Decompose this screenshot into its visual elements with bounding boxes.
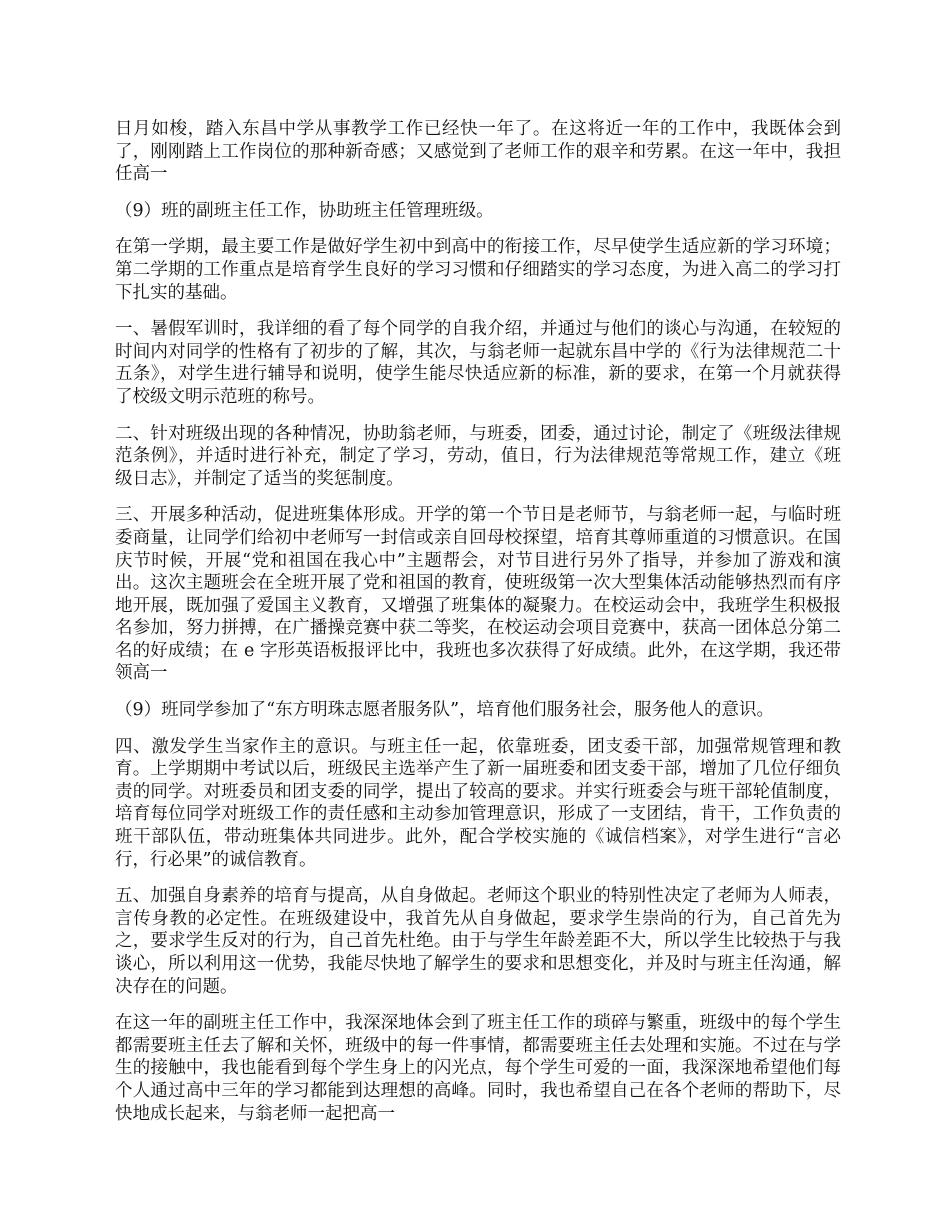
paragraph-point-one: 一、暑假军训时，我详细的看了每个同学的自我介绍，并通过与他们的谈心与沟通，在较短的时间内对同学的性格有了初步的了解，其次，与翁老师一起就东昌中学的《行为法律规范二十五条》，对学生进行辅导和说明，使学生能尽快适应新的标准，新的要求，在第一个月就获得了校级文明示范班的称号。 <box>115 319 841 407</box>
document-body <box>115 118 841 1139</box>
paragraph-point-five: 五、加强自身素养的培育与提高，从自身做起。老师这个职业的特别性决定了老师为人师表，言传身教的必定性。在班级建设中，我首先从自身做起，要求学生崇尚的行为，自己首先为之，要求学生反对的行为，自己首先杜绝。由于与学生年龄差距不大，所以学生比较热于与我谈心，所以利用这一优势，我能尽快地了解学生的要求和思想变化，并及时与班主任沟通，解决存在的问题。 <box>115 886 841 997</box>
paragraph-point-three: 三、开展多种活动，促进班集体形成。开学的第一个节日是老师节，与翁老师一起，与临时班委商量，让同学们给初中老师写一封信或亲自回母校探望，培育其尊师重道的习惯意识。在国庆节时候，开展“党和祖国在我心中”主题帮会，对节目进行另外了指导，并参加了游戏和演出。这次主题班会在全班开展了党和祖国的教育，使班级第一次大型集体活动能够热烈而有序地开展，既加强了爱国主义教育，又增强了班集体的凝聚力。在校运动会中，我班学生积极报名参加，努力拼搏，在广播操竞赛中获二等奖，在校运动会项目竞赛中，获高一团体总分第二名的好成绩；在 e 字形英语板报评比中，我班也多次获得了好成绩。此外，在这学期，我还带领高一 <box>115 505 841 684</box>
paragraph-point-four: 四、激发学生当家作主的意识。与班主任一起，依靠班委，团支委干部，加强常规管理和教育。上学期期中考试以后，班级民主选举产生了新一届班委和团支委干部，增加了几位仔细负责的同学。对班委员和团支委的同学，提出了较高的要求。并实行班委会与班干部轮值制度，培育每位同学对班级工作的责任感和主动参加管理意识，形成了一支团结，肯干，工作负责的班干部队伍，带动班集体共同进步。此外，配合学校实施的《诚信档案》，对学生进行“言必行，行必果”的诚信教育。 <box>115 736 841 870</box>
paragraph-class-role: （9）班的副班主任工作，协助班主任管理班级。 <box>115 200 494 221</box>
paragraph-volunteer: （9）班同学参加了“东方明珠志愿者服务队”，培育他们服务社会，服务他人的意识。 <box>115 700 775 721</box>
paragraph-point-two: 二、针对班级出现的各种情况，协助翁老师，与班委，团委，通过讨论，制定了《班级法律规范条例》，并适时进行补充，制定了学习，劳动，值日，行为法律规范等常规工作，建立《班级日志》，并制定了适当的奖惩制度。 <box>115 423 841 489</box>
paragraph-semester-goals: 在第一学期，最主要工作是做好学生初中到高中的衔接工作，尽早使学生适应新的学习环境；第二学期的工作重点是培育学生良好的学习习惯和仔细踏实的学习态度，为进入高二的学习打下扎实的基础。 <box>115 237 841 303</box>
paragraph-conclusion: 在这一年的副班主任工作中，我深深地体会到了班主任工作的琐碎与繁重，班级中的每个学生都需要班主任去了解和关怀，班级中的每一件事情，都需要班主任去处理和实施。不过在与学生的接触中，我也能看到每个学生身上的闪光点，每个学生可爱的一面，我深深地希望他们每个人通过高中三年的学习都能到达理想的高峰。同时，我也希望自己在各个老师的帮助下，尽快地成长起来，与翁老师一起把高一 <box>115 1013 841 1124</box>
paragraph-intro: 日月如梭，踏入东昌中学从事教学工作已经快一年了。在这将近一年的工作中，我既体会到了，刚刚踏上工作岗位的那种新奇感；又感觉到了老师工作的艰辛和劳累。在这一年中，我担任高一 <box>115 119 841 185</box>
